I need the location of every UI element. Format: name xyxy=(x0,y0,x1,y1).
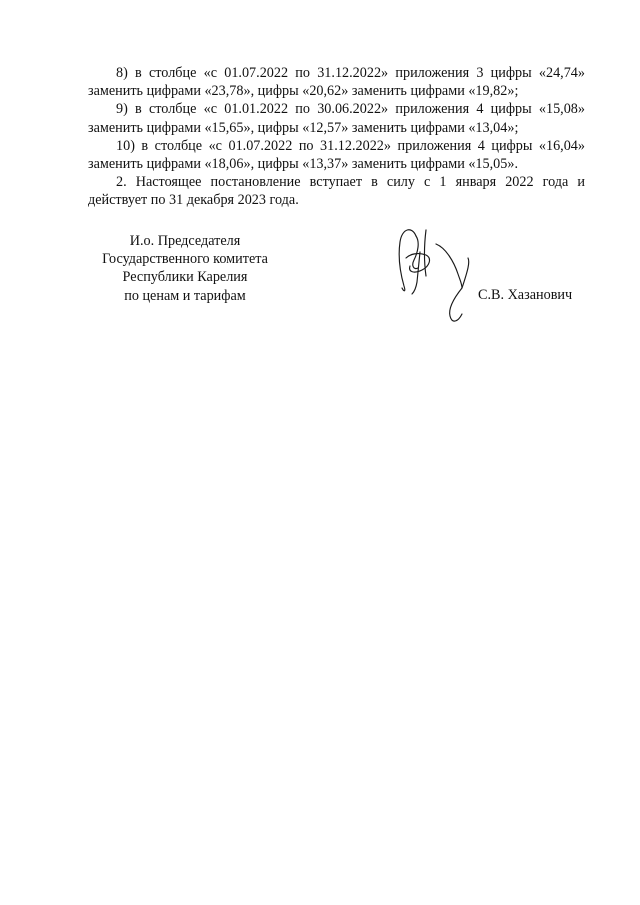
handwritten-signature xyxy=(392,222,482,326)
paragraph-effective-date: 2. Настоящее постановление вступает в силу с 1 января 2022 года и действует по 31 декабря 2023 года. xyxy=(88,174,585,209)
paragraph-item-10: 10) в столбце «с 01.07.2022 по 31.12.2022» приложения 4 цифры «16,04» заменить цифрами «18,06», цифры «13,37» заменить цифрами «15,05». xyxy=(88,137,585,173)
document-body xyxy=(88,64,585,210)
signatory-title-line: Республики Карелия xyxy=(122,269,248,286)
signatory-title-line: по ценам и тарифам xyxy=(124,287,246,304)
signatory-title-block xyxy=(90,232,280,305)
paragraph-item-9: 9) в столбце «с 01.01.2022 по 30.06.2022» приложения 4 цифры «15,08» заменить цифрами «15,65», цифры «12,57» заменить цифрами «13,04»; xyxy=(88,101,585,136)
paragraph-item-8: 8) в столбце «с 01.07.2022 по 31.12.2022» приложения 3 цифры «24,74» заменить цифрами «23,78», цифры «20,62» заменить цифрами «19,82»; xyxy=(88,65,585,100)
signatory-title-line: Государственного комитета xyxy=(102,251,268,268)
signatory-name: С.В. Хазанович xyxy=(478,287,573,303)
signatory-title-line: И.о. Председателя xyxy=(129,233,241,249)
